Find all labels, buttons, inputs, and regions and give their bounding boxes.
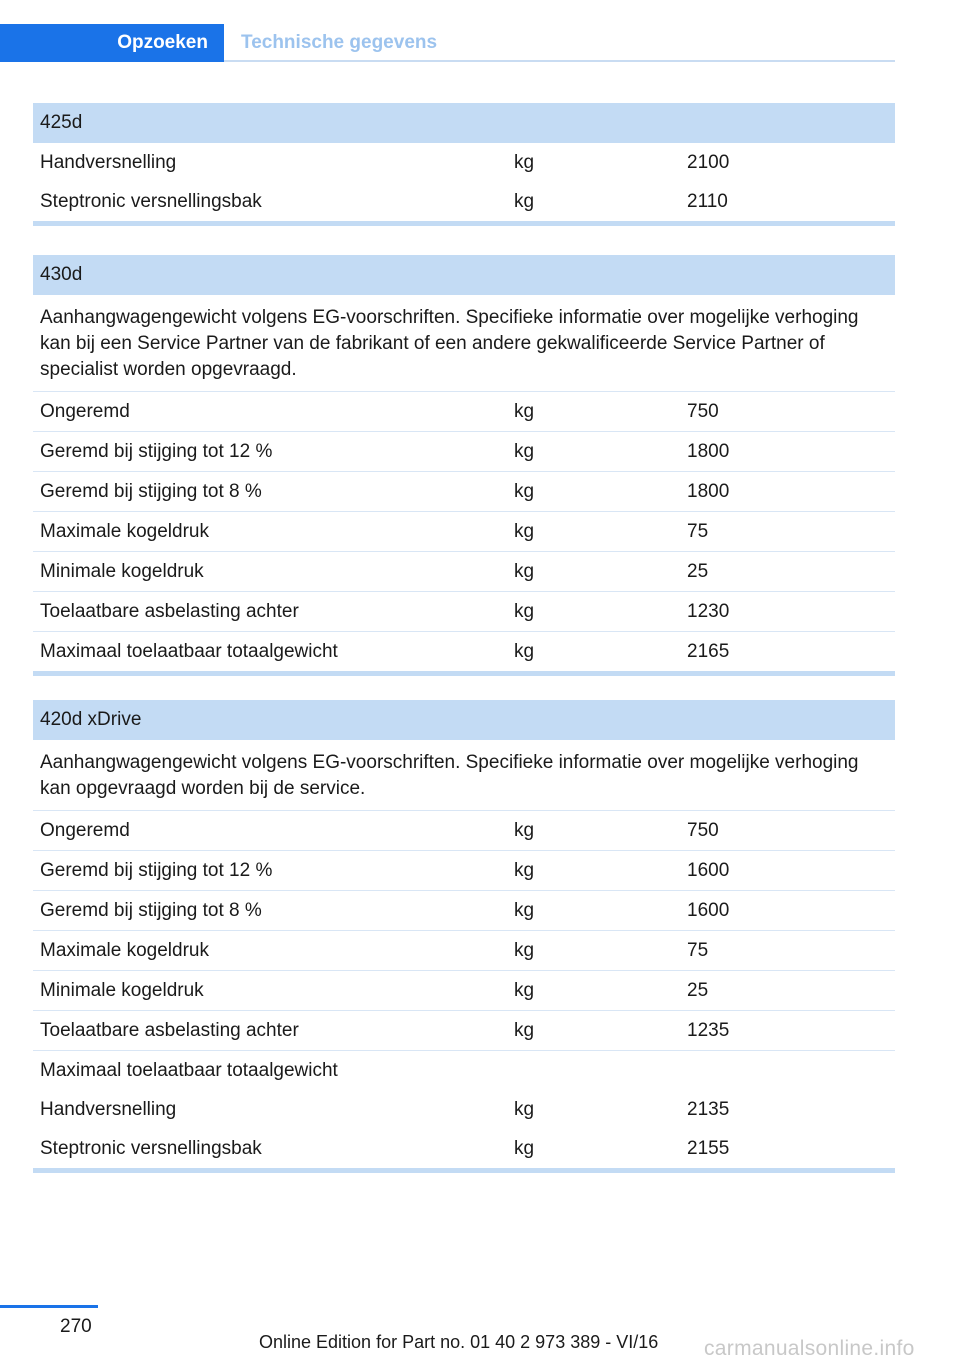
row-unit: kg [514,480,535,502]
row-label: Toelaatbare asbelasting achter [40,1019,299,1041]
table-row [33,851,895,891]
table-row [33,931,895,971]
table-note: Aanhangwagengewicht volgens EG-voorschriften. Specifieke informatie over mogelijke verhoging kan bij een Service Partner van de fabrikant of een andere gekwalificeerde Service Partner of specialist worden opgevraagd. [33,295,895,392]
spec-table-425d [33,103,895,226]
row-unit: kg [514,151,535,173]
row-label: Toelaatbare asbelasting achter [40,600,299,622]
row-value: 25 [687,979,709,1001]
row-unit: kg [514,440,535,462]
row-value: 2110 [687,190,728,212]
row-unit: kg [514,190,535,212]
table-row [33,632,895,671]
watermark: carmanualsonline.info [704,1337,915,1360]
table-note: Aanhangwagengewicht volgens EG-voorschriften. Specifieke informatie over mogelijke verhoging kan opgevraagd worden bij de service. [33,740,895,811]
table-row [33,552,895,592]
row-label: Geremd bij stijging tot 12 % [40,440,273,462]
row-label: Maximale kogeldruk [40,520,209,542]
row-unit: kg [514,939,535,961]
table-row [33,392,895,432]
row-value: 75 [687,939,709,961]
row-unit: kg [514,859,535,881]
row-unit: kg [514,899,535,921]
table-row [33,472,895,512]
row-label: Ongeremd [40,400,130,422]
table-title: 420d xDrive [33,700,895,740]
row-unit: kg [514,640,535,662]
row-value: 1600 [687,859,730,881]
row-label: Minimale kogeldruk [40,979,204,1001]
row-label: Ongeremd [40,819,130,841]
row-value: 2100 [687,151,730,173]
table-row [33,1129,895,1168]
row-value: 1600 [687,899,730,921]
row-label: Steptronic versnellingsbak [40,190,262,212]
row-label: Maximaal toelaatbaar totaalgewicht [40,1059,338,1081]
row-value: 75 [687,520,709,542]
table-title: 430d [33,255,895,295]
table-end-rule [33,1168,895,1173]
table-row [33,182,895,221]
row-value: 2135 [687,1098,730,1120]
row-value: 1230 [687,600,730,622]
spec-table-420d-xdrive [33,700,895,1173]
row-unit: kg [514,600,535,622]
row-label: Steptronic versnellingsbak [40,1137,262,1159]
row-label: Geremd bij stijging tot 8 % [40,899,262,921]
header-divider [224,60,895,62]
row-value: 1800 [687,480,730,502]
row-value: 750 [687,819,719,841]
table-row [33,891,895,931]
row-value: 750 [687,400,719,422]
table-row [33,1051,895,1090]
table-row [33,432,895,472]
row-unit: kg [514,400,535,422]
row-unit: kg [514,819,535,841]
row-unit: kg [514,520,535,542]
row-label: Handversnelling [40,151,177,173]
page-number: 270 [60,1316,92,1337]
row-label: Minimale kogeldruk [40,560,204,582]
table-row [33,1090,895,1129]
tab-opzoeken[interactable]: Opzoeken [0,24,224,62]
table-end-rule [33,221,895,226]
table-row [33,971,895,1011]
row-label: Maximale kogeldruk [40,939,209,961]
spec-table-430d [33,255,895,676]
table-row [33,512,895,552]
row-label: Handversnelling [40,1098,177,1120]
row-unit: kg [514,1098,535,1120]
table-row [33,1011,895,1051]
row-value: 2165 [687,640,730,662]
row-unit: kg [514,560,535,582]
table-row [33,143,895,182]
row-unit: kg [514,979,535,1001]
table-row [33,811,895,851]
table-end-rule [33,671,895,676]
row-label: Geremd bij stijging tot 8 % [40,480,262,502]
row-label: Geremd bij stijging tot 12 % [40,859,273,881]
table-row [33,592,895,632]
page-number-rule [0,1305,98,1308]
tab-technische-gegevens[interactable]: Technische gegevens [241,32,438,53]
table-title: 425d [33,103,895,143]
row-value: 25 [687,560,709,582]
row-value: 1800 [687,440,730,462]
row-value: 2155 [687,1137,730,1159]
edition-text: Online Edition for Part no. 01 40 2 973 389 - VI/16 [259,1332,659,1352]
row-unit: kg [514,1019,535,1041]
row-value: 1235 [687,1019,730,1041]
row-unit: kg [514,1137,535,1159]
row-label: Maximaal toelaatbaar totaalgewicht [40,640,338,662]
page-header [0,24,895,62]
